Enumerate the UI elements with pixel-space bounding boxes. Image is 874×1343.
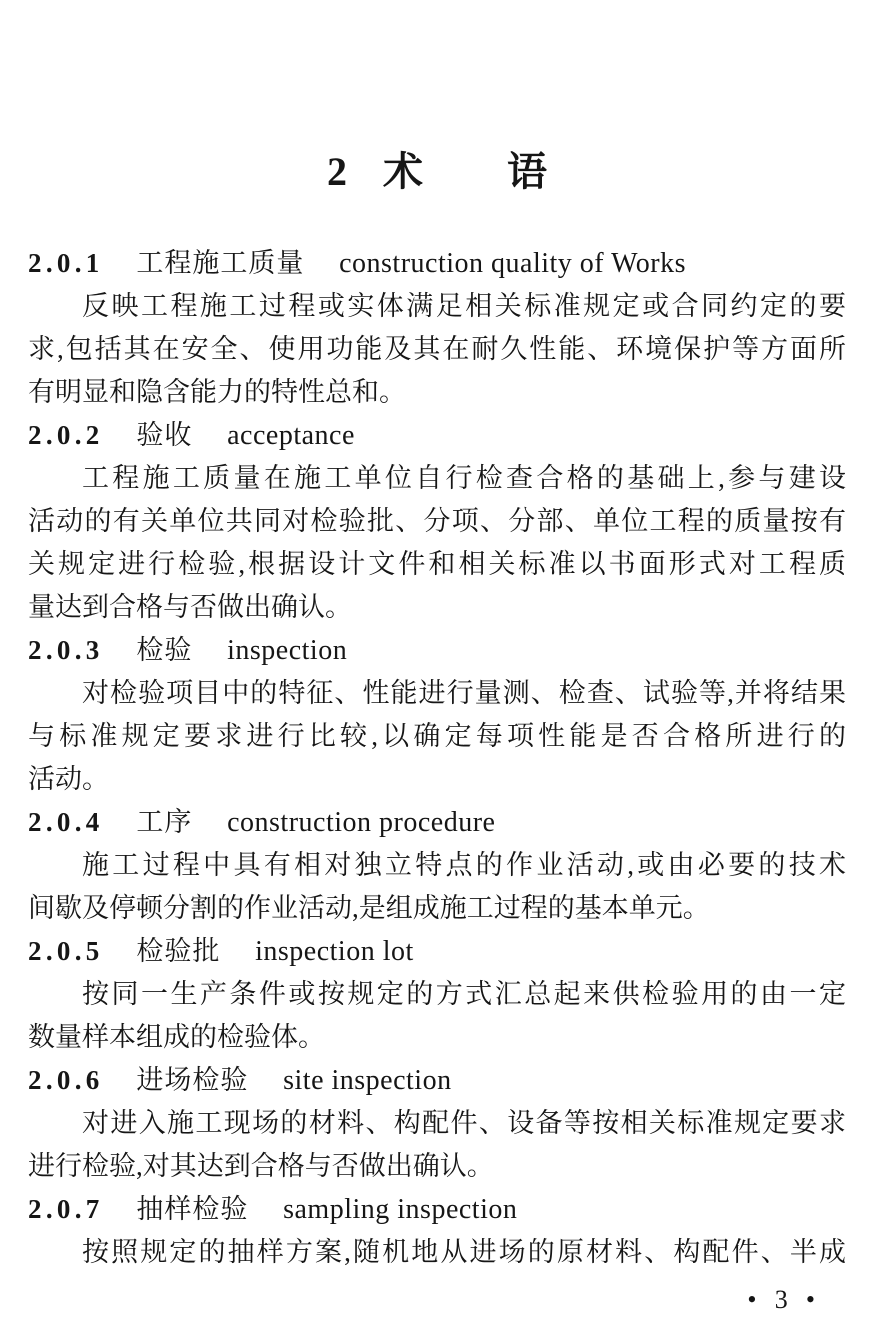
term-number: 2.0.1 — [28, 248, 104, 278]
definition-line: 有明显和隐含能力的特性总和。 — [28, 377, 406, 407]
term-zh: 工程施工质量 — [136, 248, 305, 278]
term-number: 2.0.7 — [28, 1194, 104, 1224]
definition-line: 反映工程施工过程或实体满足相关标准规定或合同约定的要 — [82, 291, 846, 321]
term-zh: 工序 — [136, 807, 193, 837]
chapter-title-char: 术 — [383, 149, 423, 194]
term-zh: 验收 — [136, 420, 193, 450]
chapter-title — [28, 150, 846, 194]
term-section — [28, 1188, 846, 1274]
term-number: 2.0.5 — [28, 936, 104, 966]
definition-line: 按照规定的抽样方案,随机地从进场的原材料、构配件、半成 — [82, 1237, 846, 1267]
term-number: 2.0.4 — [28, 807, 104, 837]
definition-line: 间歇及停顿分割的作业活动,是组成施工过程的基本单元。 — [28, 893, 710, 923]
terminology-sections — [28, 242, 846, 1274]
term-heading — [28, 1188, 846, 1231]
definition-line: 进行检验,对其达到合格与否做出确认。 — [28, 1151, 494, 1181]
term-definition — [28, 285, 846, 414]
definition-line: 按同一生产条件或按规定的方式汇总起来供检验用的由一定 — [82, 979, 846, 1009]
definition-line: 与标准规定要求进行比较,以确定每项性能是否合格所进行的 — [28, 721, 846, 751]
definition-line: 关规定进行检验,根据设计文件和相关标准以书面形式对工程质 — [28, 549, 846, 579]
term-zh: 检验 — [136, 635, 193, 665]
term-en: site inspection — [283, 1065, 452, 1096]
term-section — [28, 242, 846, 414]
term-en: inspection lot — [255, 936, 414, 967]
definition-line: 对检验项目中的特征、性能进行量测、检查、试验等,并将结果 — [82, 678, 846, 708]
term-section — [28, 801, 846, 930]
term-number: 2.0.2 — [28, 420, 104, 450]
definition-line: 活动。 — [28, 764, 109, 794]
term-section — [28, 629, 846, 801]
definition-line: 对进入施工现场的材料、构配件、设备等按相关标准规定要求 — [82, 1108, 846, 1138]
page-number: • 3 • — [747, 1285, 815, 1314]
term-en: construction procedure — [227, 807, 496, 838]
definition-line: 求,包括其在安全、使用功能及其在耐久性能、环境保护等方面所 — [28, 334, 846, 364]
term-definition — [28, 672, 846, 801]
term-definition — [28, 844, 846, 930]
term-zh: 抽样检验 — [136, 1194, 249, 1224]
term-heading — [28, 242, 846, 285]
term-en: inspection — [227, 635, 348, 666]
term-heading — [28, 629, 846, 672]
definition-line: 施工过程中具有相对独立特点的作业活动,或由必要的技术 — [82, 850, 846, 880]
term-zh: 进场检验 — [136, 1065, 249, 1095]
term-definition — [28, 973, 846, 1059]
term-heading — [28, 930, 846, 973]
term-section — [28, 414, 846, 629]
term-heading — [28, 414, 846, 457]
term-number: 2.0.6 — [28, 1065, 104, 1095]
term-section — [28, 1059, 846, 1188]
chapter-title-char: 语 — [507, 149, 547, 194]
term-zh: 检验批 — [136, 936, 221, 966]
term-section — [28, 930, 846, 1059]
chapter-number: 2 — [327, 149, 347, 194]
term-number: 2.0.3 — [28, 635, 104, 665]
term-heading — [28, 1059, 846, 1102]
definition-line: 工程施工质量在施工单位自行检查合格的基础上,参与建设 — [82, 463, 846, 493]
definition-line: 活动的有关单位共同对检验批、分项、分部、单位工程的质量按有 — [28, 506, 846, 536]
definition-line: 数量样本组成的检验体。 — [28, 1022, 325, 1052]
term-definition — [28, 1102, 846, 1188]
term-definition — [28, 1231, 846, 1274]
definition-line: 量达到合格与否做出确认。 — [28, 592, 352, 622]
term-en: acceptance — [227, 420, 355, 451]
term-heading — [28, 801, 846, 844]
term-en: construction quality of Works — [339, 248, 687, 279]
term-en: sampling inspection — [283, 1194, 518, 1225]
term-definition — [28, 457, 846, 629]
